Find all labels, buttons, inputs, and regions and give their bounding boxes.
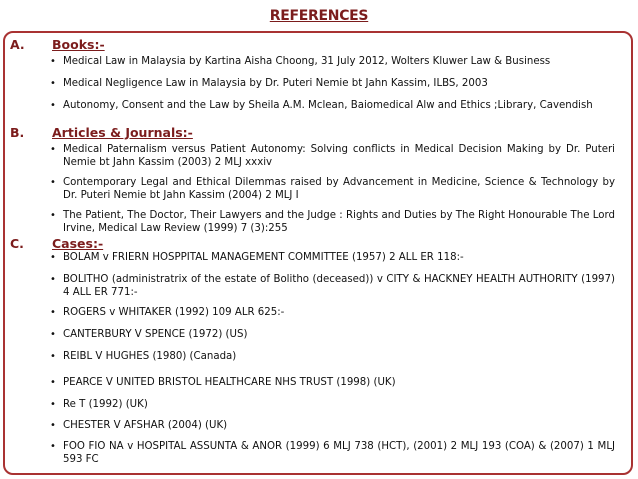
- item-text: Medical Paternalism versus Patient Autonomy: Solving conflicts in Medical Decision Making by Dr. Puteri Nemie bt Jahn Kassim (2003) 2 MLJ xxxiv: [63, 144, 615, 168]
- list-item: [50, 274, 615, 299]
- bullet-icon: •: [50, 252, 56, 263]
- item-text: The Patient, The Doctor, Their Lawyers and the Judge : Rights and Duties by The Right Honourable The Lord Irvine, Medical Law Review (1999) 7 (3):255: [63, 210, 615, 234]
- section-a-heading: [10, 37, 105, 52]
- item-text: Contemporary Legal and Ethical Dilemmas raised by Advancement in Medicine, Science & Technology by Dr. Puteri Nemie bt Jahn Kassim (2004) 2 MLJ I: [63, 177, 615, 201]
- list-item: [50, 399, 615, 412]
- list-item: [50, 177, 615, 202]
- item-text: BOLITHO (administratrix of the estate of Bolitho (deceased)) v CITY & HACKNEY HEALTH AUTHORITY (1997) 4 ALL ER 771:-: [63, 274, 615, 298]
- section-c-heading: [10, 236, 103, 251]
- section-letter: A.: [10, 37, 25, 52]
- bullet-icon: •: [50, 210, 56, 221]
- item-text: Medical Law in Malaysia by Kartina Aisha Choong, 31 July 2012, Wolters Kluwer Law & Business: [63, 56, 551, 67]
- list-item: [50, 307, 615, 320]
- list-item: [50, 210, 615, 235]
- bullet-icon: •: [50, 144, 56, 155]
- bullet-icon: •: [50, 274, 56, 285]
- bullet-icon: •: [50, 56, 56, 67]
- item-text: REIBL V HUGHES (1980) (Canada): [63, 351, 237, 362]
- bullet-icon: •: [50, 100, 56, 111]
- item-text: Autonomy, Consent and the Law by Sheila A.M. Mclean, Baiomedical Alw and Ethics ;Library, Cavendish: [63, 100, 593, 111]
- list-item: [50, 441, 615, 466]
- list-item: [50, 100, 615, 113]
- item-text: BOLAM v FRIERN HOSPPITAL MANAGEMENT COMMITTEE (1957) 2 ALL ER 118:-: [63, 252, 464, 263]
- bullet-icon: •: [50, 329, 56, 340]
- item-text: Re T (1992) (UK): [63, 399, 148, 410]
- item-text: CHESTER V AFSHAR (2004) (UK): [63, 420, 228, 431]
- list-item: [50, 144, 615, 169]
- page-title: REFERENCES: [269, 8, 369, 24]
- bullet-icon: •: [50, 399, 56, 410]
- section-title: Articles & Journals:-: [52, 125, 193, 140]
- item-text: PEARCE V UNITED BRISTOL HEALTHCARE NHS TRUST (1998) (UK): [63, 377, 396, 388]
- bullet-icon: •: [50, 377, 56, 388]
- list-item: [50, 78, 615, 91]
- bullet-icon: •: [50, 307, 56, 318]
- list-item: [50, 377, 615, 390]
- section-letter: C.: [10, 236, 24, 251]
- section-b-heading: [10, 125, 193, 140]
- item-text: Medical Negligence Law in Malaysia by Dr. Puteri Nemie bt Jahn Kassim, ILBS, 2003: [63, 78, 488, 89]
- bullet-icon: •: [50, 351, 56, 362]
- bullet-icon: •: [50, 177, 56, 188]
- list-item: [50, 420, 615, 433]
- section-letter: B.: [10, 125, 25, 140]
- bullet-icon: •: [50, 420, 56, 431]
- section-title: Cases:-: [52, 236, 104, 251]
- list-item: [50, 329, 615, 342]
- item-text: CANTERBURY V SPENCE (1972) (US): [63, 329, 248, 340]
- list-item: [50, 351, 615, 364]
- bullet-icon: •: [50, 78, 56, 89]
- item-text: ROGERS v WHITAKER (1992) 109 ALR 625:-: [63, 307, 285, 318]
- list-item: [50, 252, 615, 265]
- bullet-icon: •: [50, 441, 56, 452]
- list-item: [50, 56, 615, 69]
- item-text: FOO FIO NA v HOSPITAL ASSUNTA & ANOR (1999) 6 MLJ 738 (HCT), (2001) 2 MLJ 193 (COA) & (2007) 1 MLJ 593 FC: [63, 441, 615, 465]
- section-title: Books:-: [52, 37, 105, 52]
